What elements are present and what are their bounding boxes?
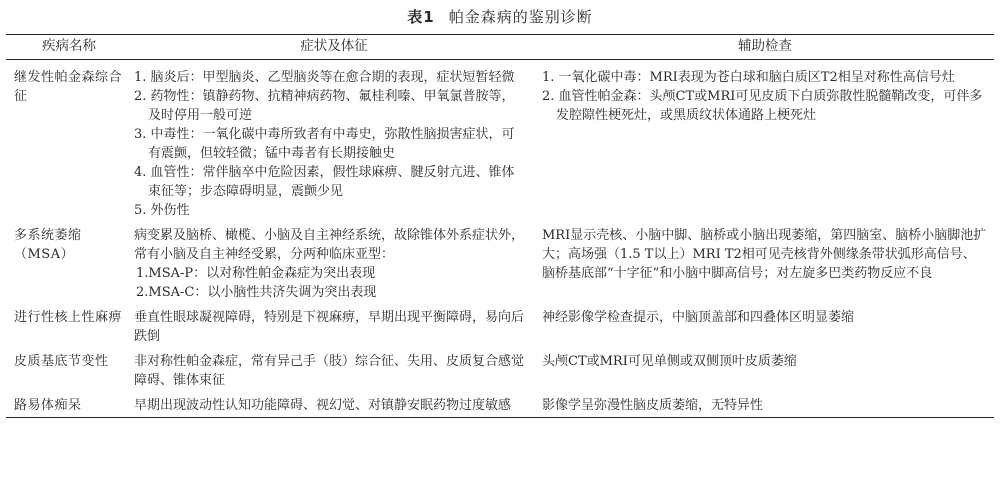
symptoms-cell <box>132 220 536 302</box>
header-row <box>6 35 994 60</box>
symptom-item: 4. 血管性：常伴脑卒中危险因素，假性球麻痹、腱反射亢进、锥体束征等；步态障碍明显，震颤少见 <box>134 165 515 199</box>
auxiliary-exam-cell <box>536 302 994 346</box>
disease-name-cell: 皮质基底节变性 <box>14 354 109 369</box>
exam-item: MRI显示壳核、小脑中脚、脑桥或小脑出现萎缩，第四脑室、脑桥小脑脚池扩大；高场强（1.5 T以上）MRI T2相可见壳核背外侧缘条带状弧形高信号、脑桥基底部“十字征”和小脑中脚高信号；对左旋多巴类药物反应不良 <box>542 228 987 281</box>
table-row <box>6 390 994 418</box>
table-row <box>6 346 994 390</box>
symptoms-cell <box>132 346 536 390</box>
symptom-item: 3. 中毒性：一氧化碳中毒所致者有中毒史，弥散性脑损害症状，可有震颤，但较轻微；锰中毒者有长期接触史 <box>134 127 515 161</box>
header-disease-name: 疾病名称 <box>6 35 132 60</box>
symptom-item: 5. 外伤性 <box>134 203 190 218</box>
symptom-item: 垂直性眼球凝视障碍，特别是下视麻痹，早期出现平衡障碍，易向后跌倒 <box>134 310 525 344</box>
symptom-item: 2.MSA-C：以小脑性共济失调为突出表现 <box>136 285 377 300</box>
differential-diagnosis-table <box>6 34 994 418</box>
auxiliary-exam-cell <box>536 346 994 390</box>
disease-name-cell: 进行性核上性麻痹 <box>14 310 123 325</box>
exam-item: 神经影像学检查提示，中脑顶盖部和四叠体区明显萎缩 <box>542 310 855 325</box>
symptom-item: 早期出现波动性认知功能障碍、视幻觉、对镇静安眠药物过度敏感 <box>134 398 512 413</box>
symptoms-cell <box>132 390 536 418</box>
table-row <box>6 302 994 346</box>
table-number: 表1 <box>407 8 435 26</box>
auxiliary-exam-cell <box>536 220 994 302</box>
auxiliary-exam-cell <box>536 390 994 418</box>
symptom-item: 非对称性帕金森症，常有异己手（肢）综合征、失用、皮质复合感觉障碍、锥体束征 <box>134 354 525 388</box>
exam-item: 头颅CT或MRI可见单侧或双侧顶叶皮质萎缩 <box>542 354 797 369</box>
exam-item: 1. 一氧化碳中毒：MRI表现为苍白球和脑白质区T2相呈对称性高信号灶 <box>542 70 955 85</box>
symptoms-cell <box>132 302 536 346</box>
header-auxiliary-exam: 辅助检查 <box>536 35 994 60</box>
symptoms-cell <box>132 60 536 221</box>
auxiliary-exam-cell <box>536 60 994 221</box>
symptom-item: 1.MSA-P：以对称性帕金森症为突出表现 <box>136 266 376 281</box>
symptom-item: 病变累及脑桥、橄榄、小脑及自主神经系统，故除锥体外系症状外，常有小脑及自主神经受累，分两种临床亚型： <box>134 228 525 262</box>
disease-name-cell: 路易体痴呆 <box>6 390 132 418</box>
exam-item: 2. 血管性帕金森：头颅CT或MRI可见皮质下白质弥散性脱髓鞘改变，可伴多发腔隙性梗死灶，或黑质纹状体通路上梗死灶 <box>542 89 983 123</box>
symptom-item: 2. 药物性：镇静药物、抗精神病药物、氟桂利嗪、甲氧氯普胺等，及时停用一般可逆 <box>134 89 515 123</box>
table-title: 帕金森病的鉴别诊断 <box>448 8 593 26</box>
symptom-item: 1. 脑炎后：甲型脑炎、乙型脑炎等在愈合期的表现，症状短暂轻微 <box>134 70 515 85</box>
table-caption <box>0 6 1000 27</box>
disease-name-cell: 多系统萎缩（MSA） <box>14 228 82 262</box>
header-symptoms: 症状及体征 <box>132 35 536 60</box>
disease-name-cell: 继发性帕金森综合征 <box>14 70 123 104</box>
exam-item: 影像学呈弥漫性脑皮质萎缩，无特异性 <box>542 398 764 413</box>
table-row <box>6 60 994 221</box>
table-row <box>6 220 994 302</box>
